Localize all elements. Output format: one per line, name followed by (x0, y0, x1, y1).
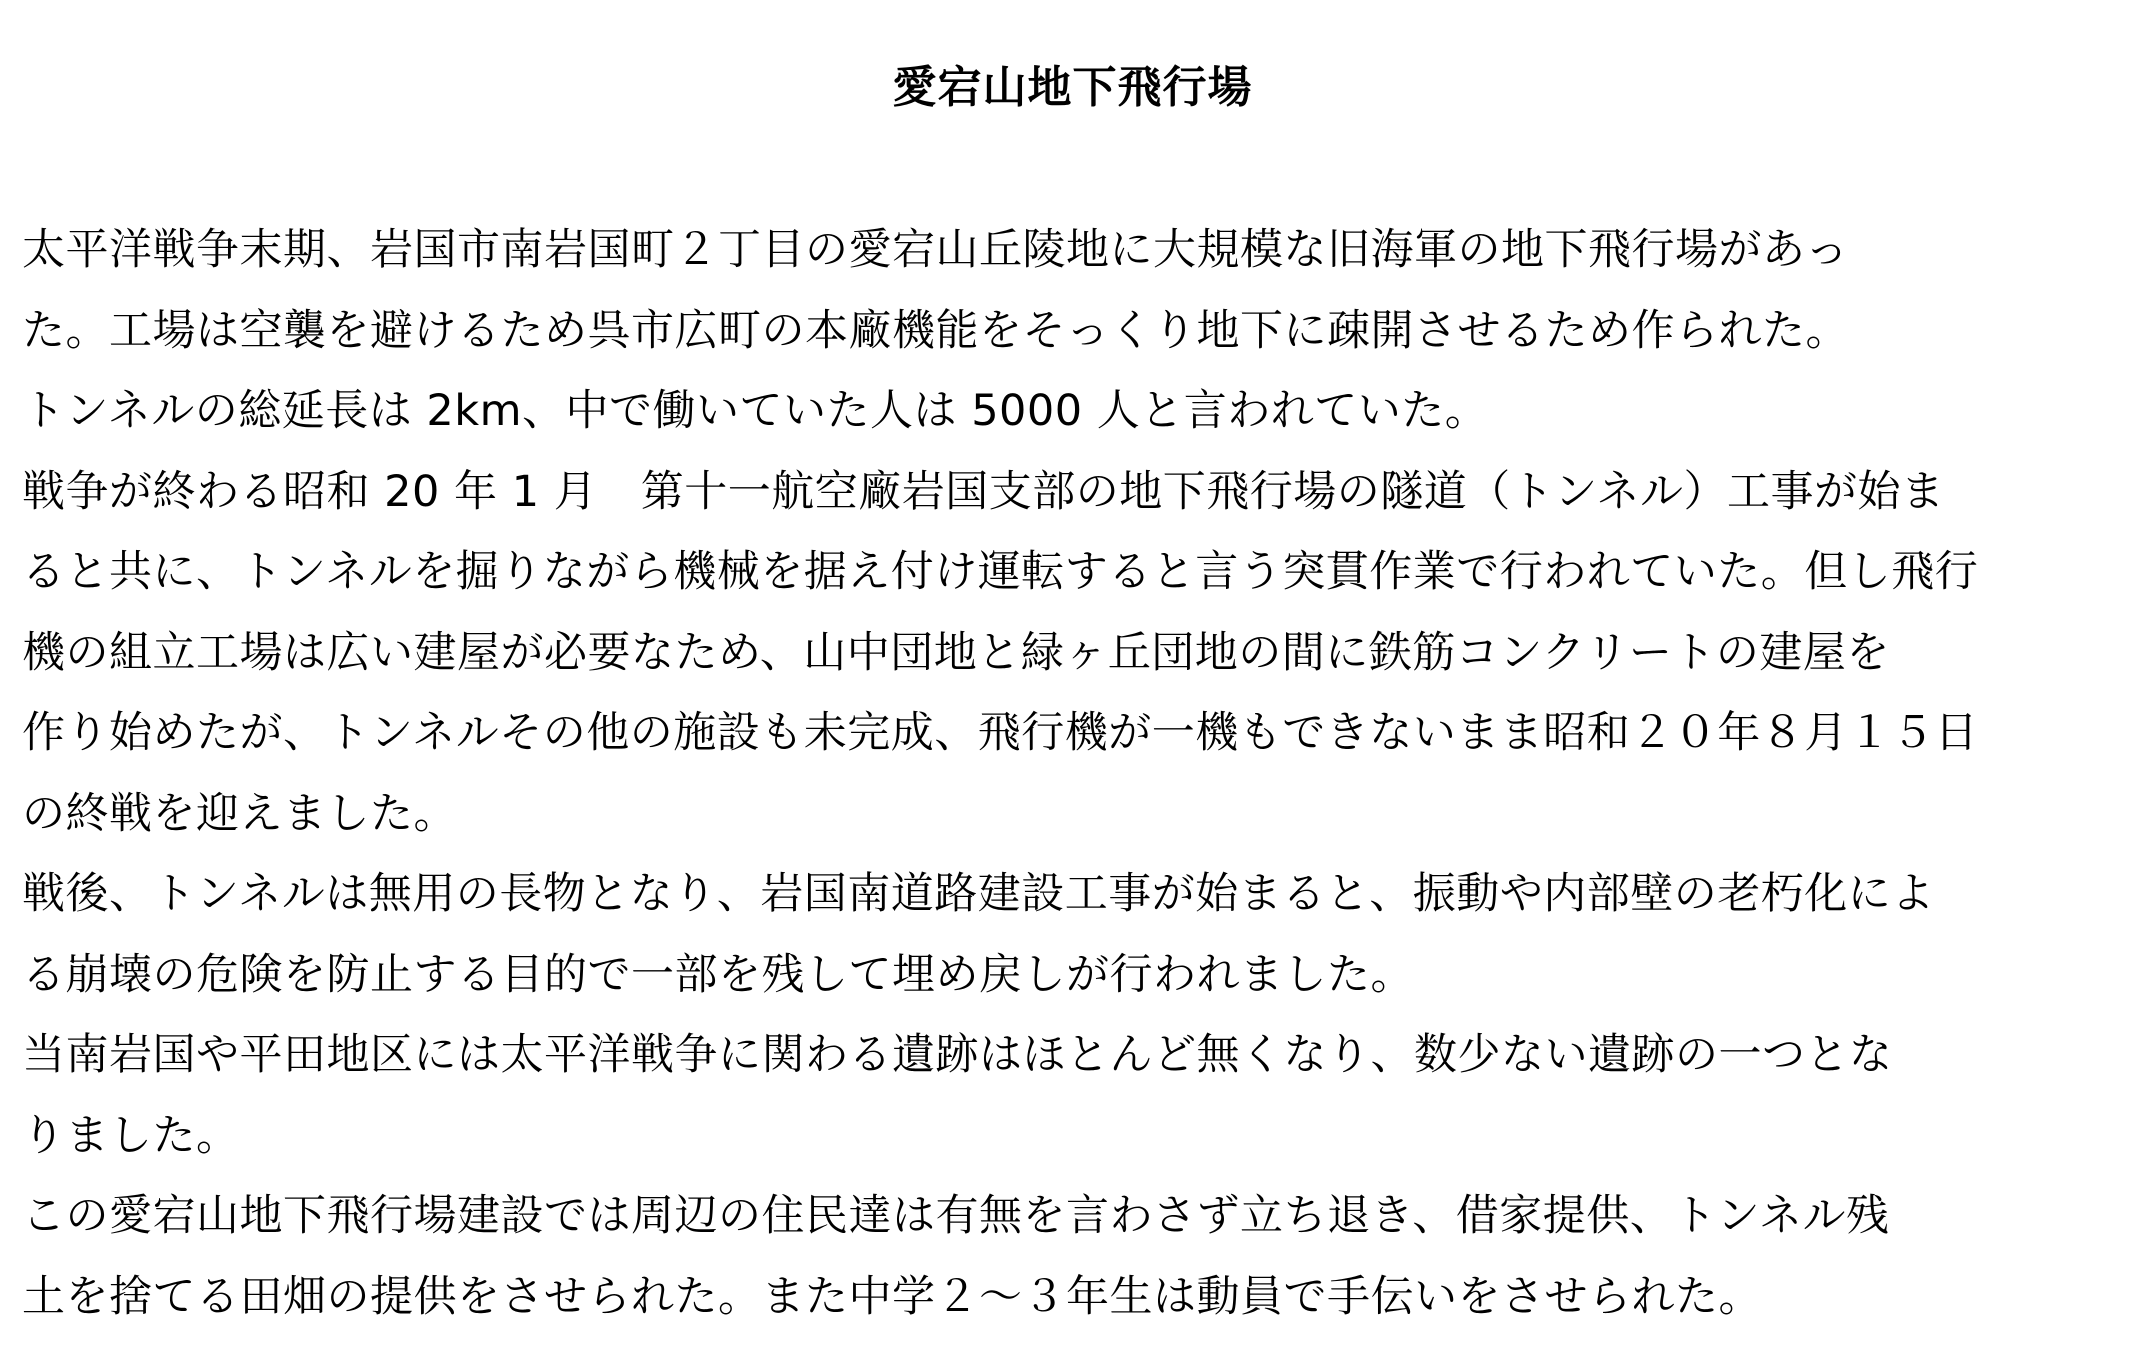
document-title: 愛宕山地下飛行場 (892, 62, 1253, 113)
text-line: りました。 (22, 1110, 240, 1161)
paragraph-1 (22, 210, 2132, 371)
paragraph-6 (22, 1176, 2132, 1337)
paragraph-2 (22, 371, 2132, 452)
text-line: 当南岩国や平田地区には太平洋戦争に関わる遺跡はほとんど無くなり、数少ない遺跡の一つとな (22, 1030, 1893, 1080)
text-line: 機の組立工場は広い建屋が必要なため、山中団地と緑ヶ丘団地の間に鉄筋コンクリートの建屋を (22, 627, 1890, 678)
text-line: た。工場は空襲を避けるため呉市広町の本廠機能をそっくり地下に疎開させるため作られた。 (22, 305, 1849, 356)
text-line: この愛宕山地下飛行場建設では周辺の住民達は有無を言わさず立ち退き、借家提供、トンネル残 (22, 1191, 1890, 1241)
paragraph-4 (22, 854, 2132, 1015)
paragraph-3 (22, 452, 2132, 855)
text-line: 作り始めたが、トンネルその他の施設も未完成、飛行機が一機もできないまま昭和２０年８月１５日 (22, 708, 1979, 758)
document-body (22, 210, 2132, 1337)
text-line: 太平洋戦争末期、岩国市南岩国町２丁目の愛宕山丘陵地に大規模な旧海軍の地下飛行場があっ (22, 225, 1849, 275)
text-line: の終戦を迎えました。 (22, 788, 457, 839)
text-line: 戦争が終わる昭和 20 年 1 月 第十一航空廠岩国支部の地下飛行場の隧道（トンネル）工事が始ま (22, 466, 1945, 517)
text-line: トンネルの総延長は 2km、中で働いていた人は 5000 人と言われていた。 (22, 386, 1489, 436)
text-line: 戦後、トンネルは無用の長物となり、岩国南道路建設工事が始まると、振動や内部壁の老朽化によ (22, 869, 1935, 919)
text-line: ると共に、トンネルを掘りながら機械を据え付け運転すると言う突貫作業で行われていた。但し飛行 (22, 547, 1979, 597)
paragraph-5 (22, 1015, 2132, 1176)
text-line: 土を捨てる田畑の提供をさせられた。また中学２～３年生は動員で手伝いをさせられた。 (22, 1271, 1762, 1322)
text-line: る崩壊の危険を防止する目的で一部を残して埋め戻しが行われました。 (22, 949, 1414, 1000)
